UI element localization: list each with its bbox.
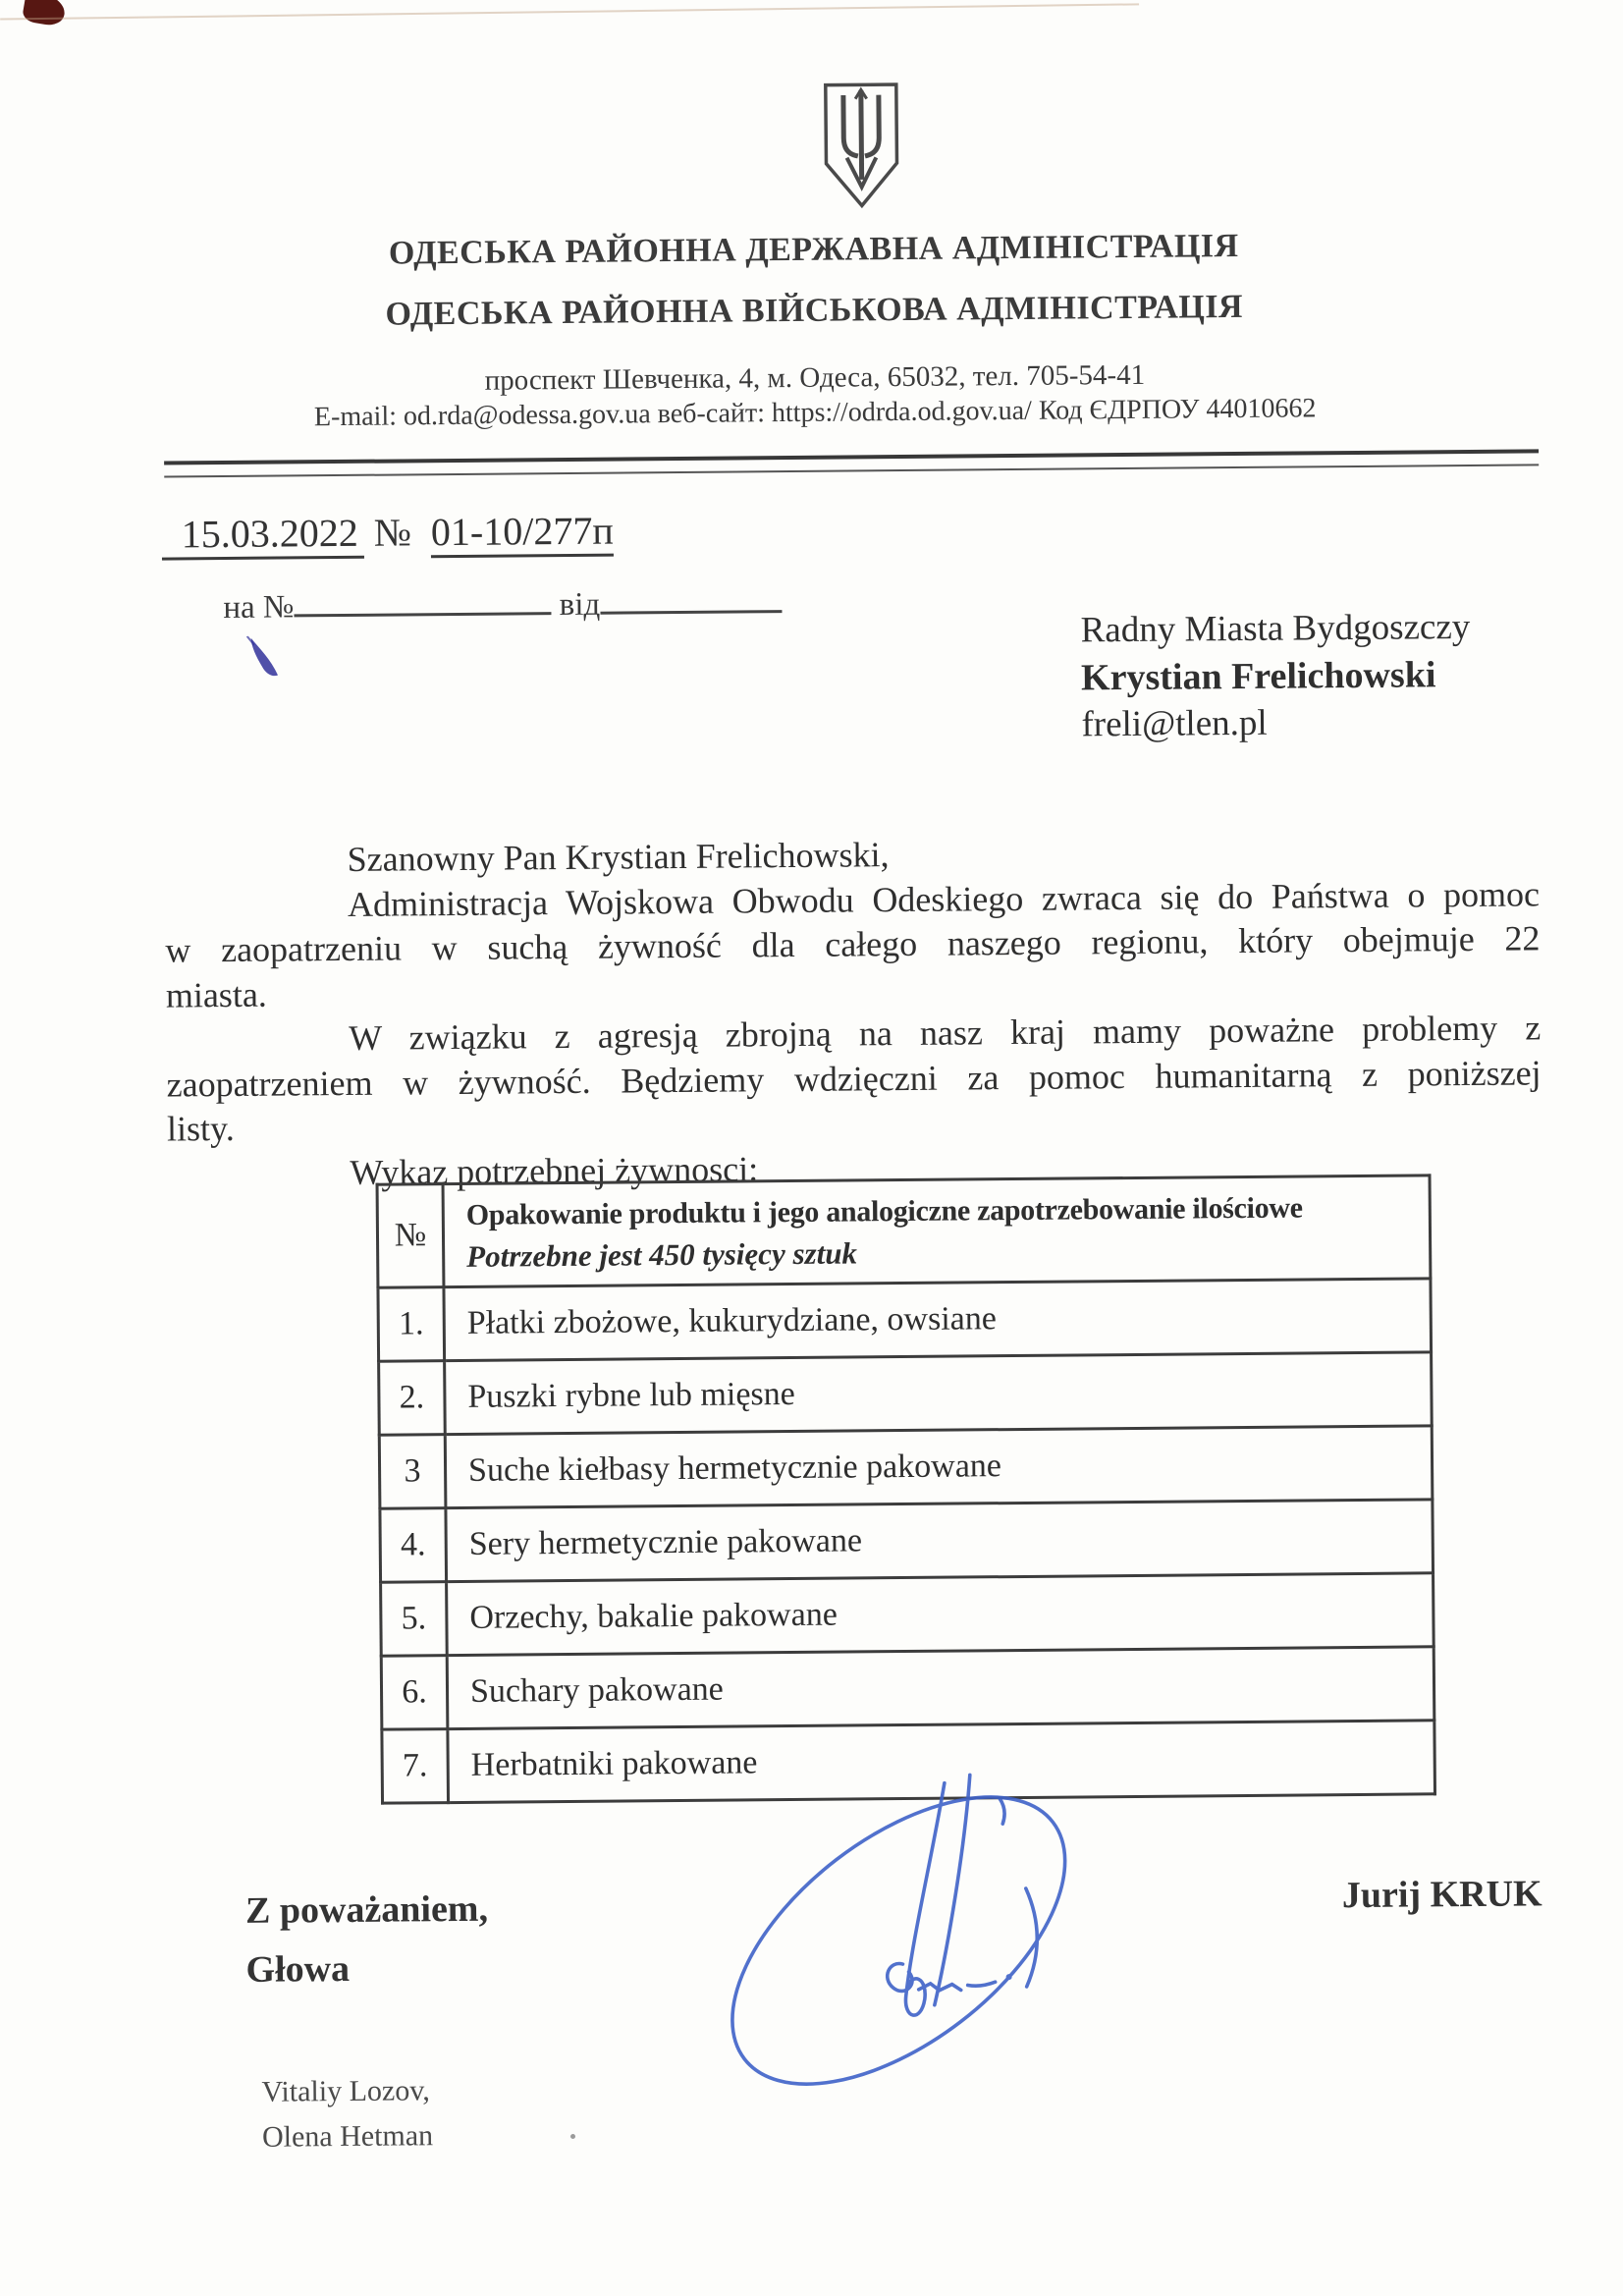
table-row <box>381 1647 1434 1729</box>
letter-body-line: w zaopatrzeniu w suchą żywność dla całego naszego regionu, który obejmuje 22 <box>165 918 1541 970</box>
row-item: Puszki rybne lub mięsne <box>445 1352 1433 1435</box>
row-item: Orzechy, bakalie pakowane <box>447 1573 1434 1656</box>
separator-rule-bottom <box>164 464 1539 477</box>
table-header-row <box>377 1175 1431 1287</box>
closing-block <box>245 1880 489 1999</box>
table-row <box>379 1426 1433 1508</box>
recipient-title: Radny Miasta Bydgoszczy <box>1080 606 1471 651</box>
row-number: 4. <box>380 1508 447 1583</box>
table-header-line1: Opakowanie produktu i jego analogiczne zapotrzebowanie ilościowe <box>465 1191 1303 1231</box>
blank-line <box>600 580 782 615</box>
table-row <box>379 1352 1433 1435</box>
footnote-block <box>261 2068 433 2160</box>
reply-na-label: на № <box>223 589 295 627</box>
signer-name: Jurij KRUK <box>1341 1873 1542 1917</box>
closing-position: Głowa <box>245 1947 351 1991</box>
reference-date: 15.03.2022 <box>162 511 364 561</box>
row-item: Suchary pakowane <box>447 1647 1434 1729</box>
table-row <box>380 1500 1434 1582</box>
letter-body-line: zaopatrzeniem w żywność. Będziemy wdzięczni za pomoc humanitarną z poniższej <box>166 1052 1542 1105</box>
row-number: 5. <box>381 1582 448 1657</box>
row-item: Suche kiełbasy hermetycznie pakowane <box>445 1426 1433 1508</box>
outgoing-reference <box>162 508 614 558</box>
org-name-line1: ОДЕСЬКА РАЙОННА ДЕРЖАВНА АДМІНІСТРАЦІЯ <box>388 228 1239 272</box>
letter-body-line: miasta. <box>165 974 268 1015</box>
row-number: 2. <box>379 1361 446 1436</box>
table-row <box>381 1573 1434 1656</box>
org-contact: E-mail: od.rda@odessa.gov.ua веб-сайт: https://odrda.od.gov.ua/ Код ЄДРПОУ 44010662 <box>313 393 1317 433</box>
reply-reference <box>223 580 782 627</box>
blank-line <box>294 582 551 617</box>
closing-salutation: Z poważaniem, <box>244 1887 489 1932</box>
row-item: Sery hermetycznie pakowane <box>446 1500 1434 1582</box>
food-table-body <box>377 1175 1434 1803</box>
scan-line-artifact <box>0 3 1139 20</box>
ink-mark <box>245 635 285 679</box>
row-item: Herbatniki pakowane <box>448 1721 1435 1803</box>
table-row <box>378 1279 1432 1361</box>
row-item: Płatki zbożowe, kukurydziane, owsiane <box>444 1279 1432 1361</box>
number-sign: № <box>373 510 412 555</box>
letter-body-line: Administracja Wojskowa Obwodu Odeskiego zwraca się do Państwa o pomoc <box>347 873 1541 924</box>
org-address: проспект Шевченка, 4, м. Одеса, 65032, тел. 705-54-41 <box>484 358 1146 397</box>
reply-vid-label: від <box>559 586 601 624</box>
scan-corner-artifact <box>22 0 67 27</box>
row-number: 1. <box>378 1287 445 1362</box>
letter-body-line: W związku z agresją zbrojną na nasz kraj mamy poważne problemy z <box>349 1008 1542 1058</box>
footnote-line2: Olena Hetman <box>261 2119 434 2154</box>
letter-body-line: Szanowny Pan Krystian Frelichowski, <box>347 835 890 879</box>
table-header-line2: Potrzebne jest 450 tysięcy sztuk <box>466 1235 858 1274</box>
ukraine-trident-emblem <box>819 81 904 211</box>
row-number: 6. <box>381 1656 448 1730</box>
letter-body-line: Wykaz potrzebnej żywnosci: <box>350 1148 759 1192</box>
table-header-cell <box>443 1175 1431 1287</box>
separator-rule-top <box>164 449 1539 465</box>
handwritten-signature <box>654 1770 1148 2098</box>
reference-number: 01-10/277п <box>431 509 614 559</box>
footnote-line1: Vitaliy Lozov, <box>261 2074 430 2108</box>
org-name-line2: ОДЕСЬКА РАЙОННА ВІЙСЬКОВА АДМІНІСТРАЦІЯ <box>385 288 1244 333</box>
recipient-email: freli@tlen.pl <box>1081 702 1268 745</box>
scan-speck-artifact <box>570 2134 575 2139</box>
letter-body <box>164 827 1542 1196</box>
recipient-name: Krystian Frelichowski <box>1080 654 1436 699</box>
recipient-block <box>1080 604 1471 748</box>
table-header-no: № <box>377 1184 444 1288</box>
food-request-table <box>376 1174 1436 1804</box>
row-number: 3 <box>379 1435 446 1509</box>
letter-body-line: listy. <box>166 1108 235 1149</box>
row-number: 7. <box>382 1729 449 1804</box>
